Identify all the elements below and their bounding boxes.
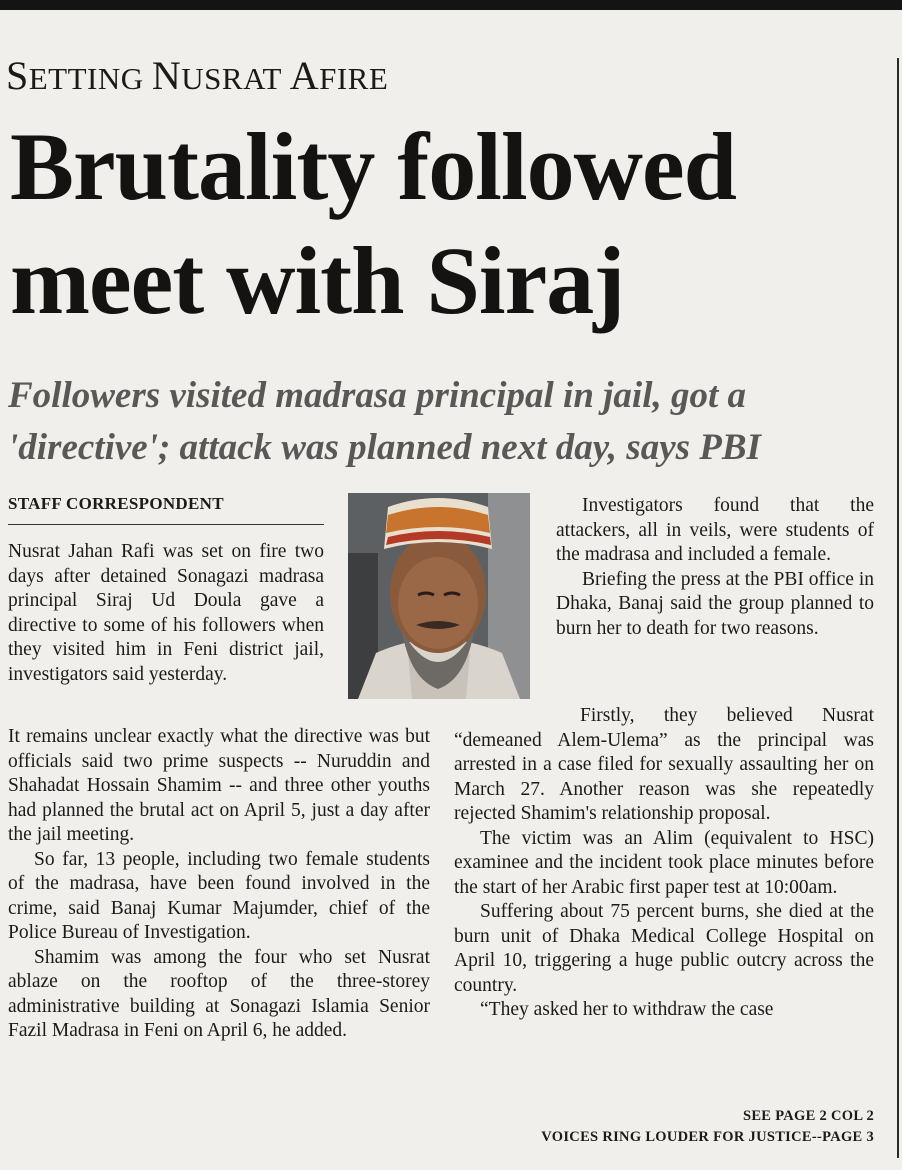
byline-rule [8, 524, 324, 525]
related-story-link[interactable]: VOICES RING LOUDER FOR JUSTICE--PAGE 3 [541, 1129, 874, 1145]
paragraph: So far, 13 people, including two female students of the madrasa, have been found involved in the crime, said Banaj Kumar Majumder, chief of the Police Bureau of Investigation. [8, 848, 430, 943]
headline [10, 110, 900, 338]
masthead-bar [0, 0, 902, 10]
portrait-illustration [348, 493, 530, 699]
article-column-2-top [556, 494, 874, 641]
article-column-1-top [8, 540, 324, 687]
continued-see-page-link[interactable]: SEE PAGE 2 COL 2 [742, 1108, 874, 1124]
byline: STAFF CORRESPONDENT [8, 494, 224, 513]
article-column-1-bottom [8, 725, 430, 1044]
headline-line-2: meet with Siraj [10, 227, 625, 334]
paragraph: It remains unclear exactly what the directive was but officials said two prime suspects -- Nuruddin and Shahadat Hossain Shamim -- and three other youths had planned the brutal act on April 5, just a day after the jail meeting. [8, 726, 430, 845]
section-kicker: SETTING NUSRAT AFIRE [6, 53, 389, 98]
principal-photo [348, 493, 530, 699]
article-column-2-bottom [454, 704, 874, 1023]
headline-line-1: Brutality followed [10, 113, 736, 220]
paragraph: “They asked her to withdraw the case [480, 999, 774, 1020]
subheadline-line-2: 'directive'; attack was planned next day, says PBI [8, 427, 761, 468]
paragraph: Nusrat Jahan Rafi was set on fire two days after detained Sonagazi madrasa principal Siraj Ud Doula gave a directive to some of his followers when they visited him in Feni district jail, investigators said yesterday. [8, 541, 324, 685]
subheadline [8, 370, 898, 474]
paragraph: Investigators found that the attackers, all in veils, were students of the madrasa and included a female. [556, 495, 874, 565]
paragraph: Briefing the press at the PBI office in Dhaka, Banaj said the group planned to burn her to death for two reasons. [556, 568, 874, 639]
subheadline-line-1: Followers visited madrasa principal in jail, got a [8, 375, 747, 416]
paragraph: Shamim was among the four who set Nusrat ablaze on the rooftop of the three-storey administrative building at Sonagazi Islamia Senior Fazil Madrasa in Feni on April 6, he added. [8, 946, 430, 1041]
paragraph: Firstly, they believed Nusrat “demeaned Alem-Ulema” as the principal was arrested in a case filed for sexually assaulting her on March 27. Another reason was she repeatedly rejected Shamim's relationship proposal. [454, 705, 874, 824]
paragraph: The victim was an Alim (equivalent to HSC) examinee and the incident took place minutes before the start of her Arabic first paper test at 10:00am. [454, 827, 874, 898]
paragraph: Suffering about 75 percent burns, she died at the burn unit of Dhaka Medical College Hospital on April 10, triggering a huge public outcry across the country. [454, 901, 874, 996]
